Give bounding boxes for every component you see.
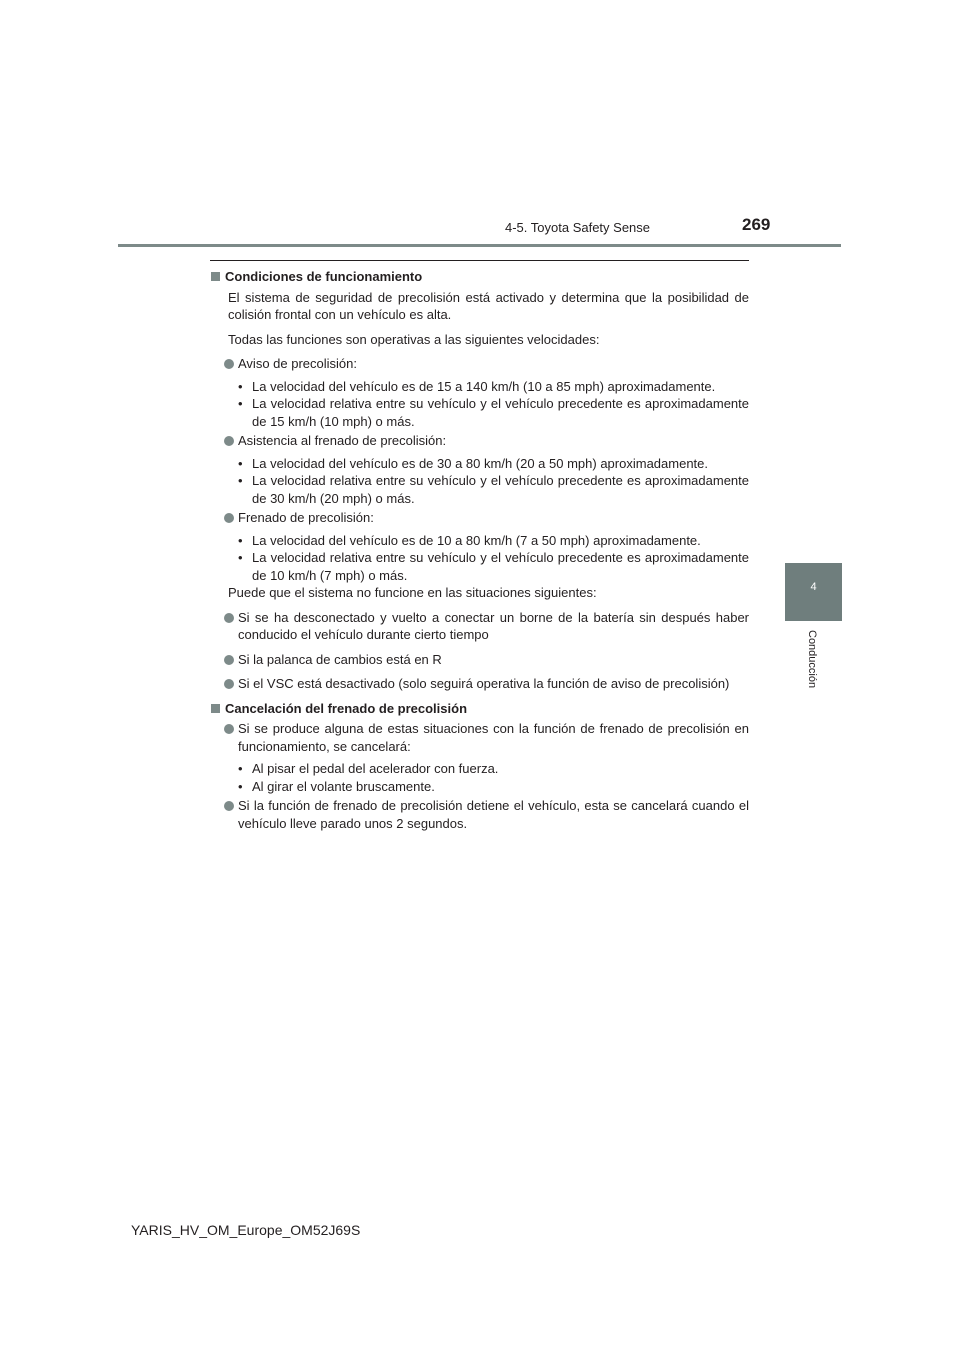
sub-list [210, 532, 749, 585]
sub-list [210, 378, 749, 431]
circle-bullet-icon [224, 613, 234, 623]
list-item-text: Si la función de frenado de precolisión detiene el vehículo, esta se cancelará cuando el vehículo lleve parado unos 2 segundos. [238, 798, 749, 831]
chapter-label: Conducción [806, 630, 818, 689]
list-item [210, 651, 749, 669]
list-item [210, 355, 749, 373]
circle-bullet-icon [224, 436, 234, 446]
list-item-text: Si se ha desconectado y vuelto a conectar un borne de la batería sin después haber conducido el vehículo durante cierto tiempo [238, 609, 749, 642]
list-item-text: Si la palanca de cambios está en R [238, 651, 442, 667]
sub-list-item-text: La velocidad del vehículo es de 30 a 80 km/h (20 a 50 mph) aproximadamente. [252, 455, 708, 471]
content-top-rule [210, 260, 749, 261]
sub-list-item [210, 395, 749, 430]
list-item [210, 675, 749, 693]
section-heading [210, 268, 749, 286]
bullet-icon: • [238, 378, 243, 394]
sub-list-item-text: Al girar el volante bruscamente. [252, 778, 435, 794]
sub-list-item [210, 532, 749, 550]
sub-list-item [210, 549, 749, 584]
sub-list-item [210, 455, 749, 473]
bullet-icon: • [238, 532, 243, 548]
list-item-text: Si se produce alguna de estas situaciones con la función de frenado de precolisión en funcionamiento, se cancelará: [238, 721, 749, 754]
sub-list-item [210, 778, 749, 796]
list-item [210, 609, 749, 644]
bullet-icon: • [238, 761, 243, 776]
bullet-icon: • [238, 550, 243, 565]
list-item [210, 509, 749, 527]
section-heading [210, 700, 749, 718]
square-bullet-icon [211, 272, 220, 281]
circle-bullet-icon [224, 513, 234, 523]
chapter-tab [785, 563, 842, 621]
page-number: 269 [742, 215, 771, 234]
list-item [210, 432, 749, 450]
list-item-text: Asistencia al frenado de precolisión: [238, 433, 447, 448]
circle-bullet-icon [224, 724, 234, 734]
sub-list-item-text: La velocidad del vehículo es de 10 a 80 km/h (7 a 50 mph) aproximadamente. [252, 532, 701, 548]
chapter-number: 4 [810, 581, 817, 593]
square-bullet-icon [211, 704, 220, 713]
heading-text: Cancelación del frenado de precolisión [225, 700, 468, 716]
circle-bullet-icon [224, 801, 234, 811]
list-item [210, 720, 749, 755]
list-item [210, 797, 749, 832]
footer-doc-code: YARIS_HV_OM_Europe_OM52J69S [131, 1222, 361, 1238]
list-item-text: Aviso de precolisión: [238, 356, 357, 371]
paragraph: Todas las funciones son operativas a las siguientes velocidades: [228, 331, 600, 347]
circle-bullet-icon [224, 679, 234, 689]
paragraph: El sistema de seguridad de precolisión está activado y determina que la posibilidad de colisión frontal con un vehículo es alta. [228, 289, 749, 322]
sub-list [210, 760, 749, 795]
list-item-text: Si el VSC está desactivado (solo seguirá operativa la función de aviso de precolisión) [238, 676, 730, 691]
sub-list-item [210, 378, 749, 396]
heading-text: Condiciones de funcionamiento [225, 269, 423, 284]
sub-list-item-text: Al pisar el pedal del acelerador con fuerza. [252, 761, 499, 776]
bullet-icon: • [238, 473, 243, 488]
sub-list-item-text: La velocidad relativa entre su vehículo y el vehículo precedente es aproximadamente de 30 km/h (20 mph) o más. [252, 473, 749, 506]
bullet-icon: • [238, 396, 243, 411]
circle-bullet-icon [224, 655, 234, 665]
header-section-title: 4-5. Toyota Safety Sense [505, 220, 651, 235]
sub-list-item-text: La velocidad relativa entre su vehículo y el vehículo precedente es aproximadamente de 10 km/h (7 mph) o más. [252, 550, 749, 583]
list-item-text: Frenado de precolisión: [238, 510, 374, 525]
sub-list-item-text: La velocidad relativa entre su vehículo y el vehículo precedente es aproximadamente de 15 km/h (10 mph) o más. [252, 396, 749, 429]
bullet-icon: • [238, 778, 243, 794]
sub-list [210, 455, 749, 508]
paragraph: Puede que el sistema no funcione en las situaciones siguientes: [228, 585, 597, 600]
sub-list-item [210, 760, 749, 778]
header-rule [118, 244, 841, 247]
circle-bullet-icon [224, 359, 234, 369]
main-content [210, 268, 749, 839]
sub-list-item-text: La velocidad del vehículo es de 15 a 140 km/h (10 a 85 mph) aproximadamente. [252, 378, 716, 394]
bullet-icon: • [238, 455, 243, 471]
sub-list-item [210, 472, 749, 507]
